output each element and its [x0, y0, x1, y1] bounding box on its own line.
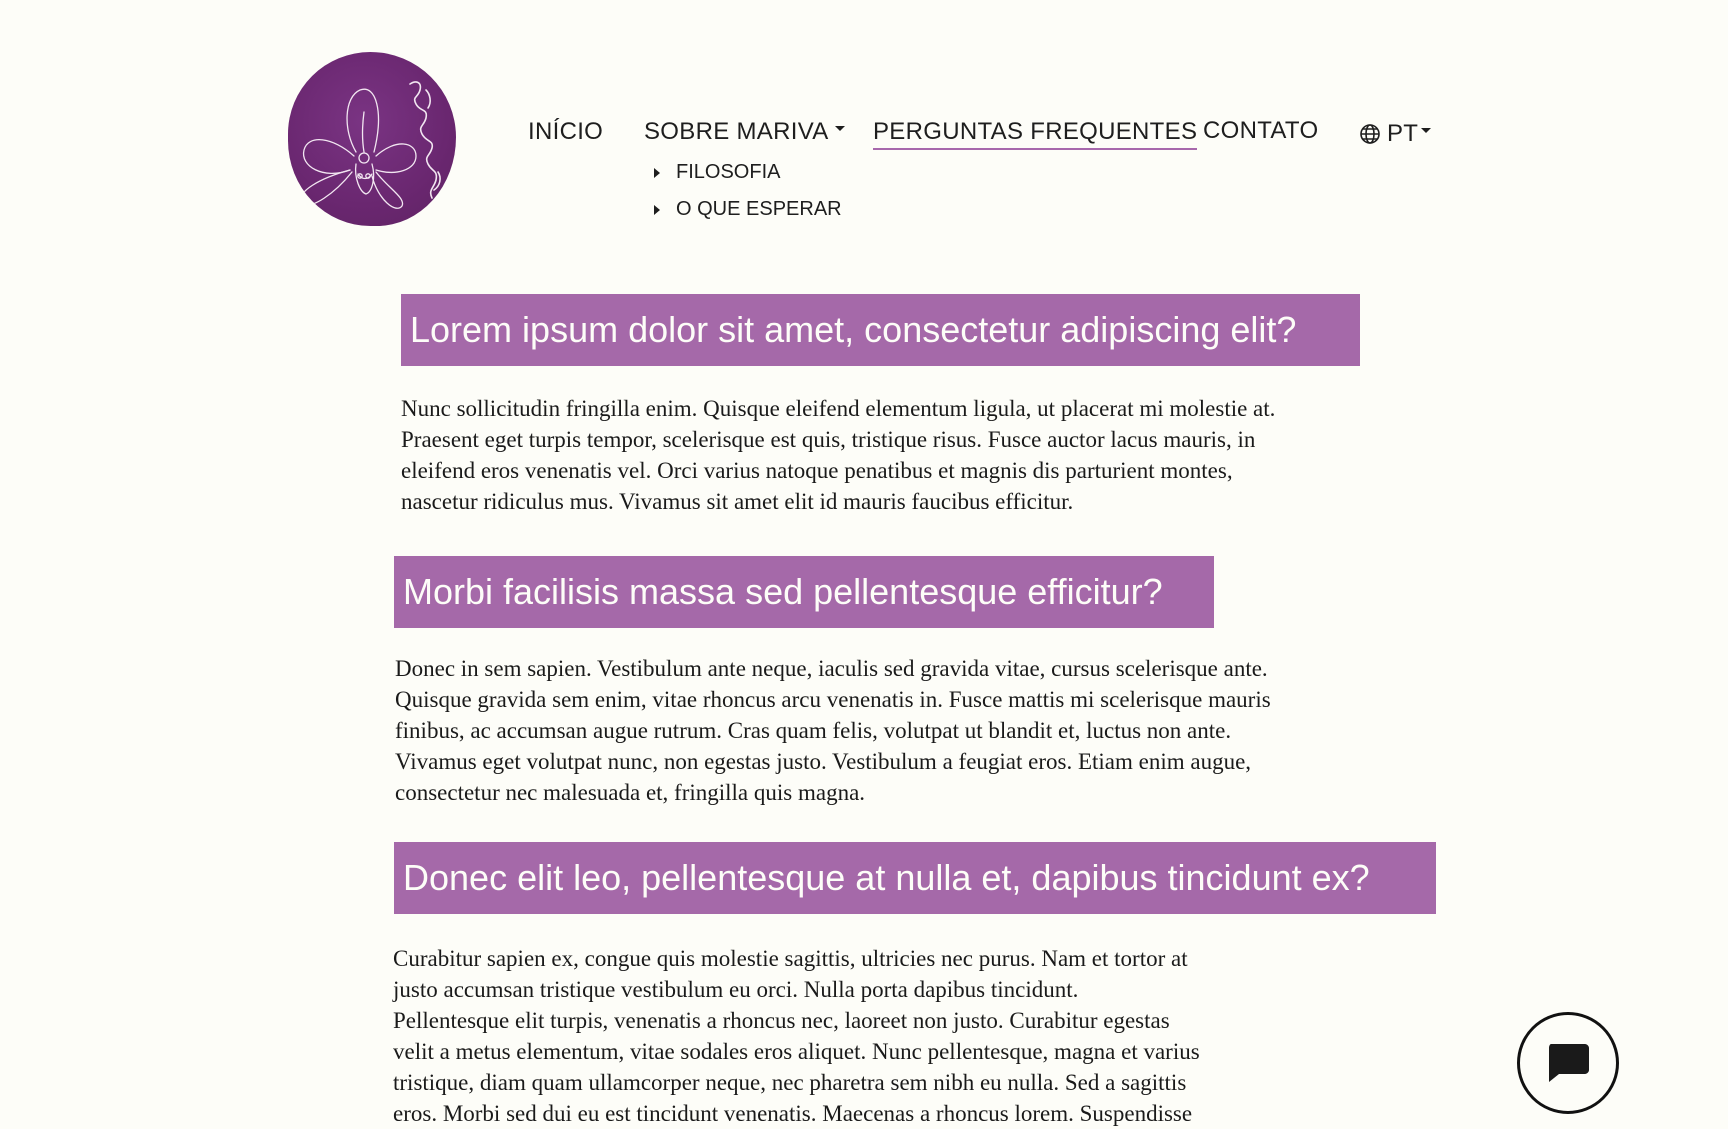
- faq-question-3: Donec elit leo, pellentesque at nulla et, dapibus tincidunt ex?: [394, 842, 1436, 914]
- answer-line: Nunc sollicitudin fringilla enim. Quisque eleifend elementum ligula, ut placerat mi molestie at.: [401, 396, 1276, 421]
- submenu-item-o-que-esperar[interactable]: [654, 198, 842, 221]
- submenu-item-label: FILOSOFIA: [676, 161, 781, 183]
- faq-answer-3: [393, 943, 1393, 1129]
- faq-answer-2: [395, 653, 1395, 808]
- caret-down-icon: [835, 126, 845, 131]
- answer-line: nascetur ridiculus mus. Vivamus sit amet elit id mauris faucibus efficitur.: [401, 489, 1074, 514]
- site-logo[interactable]: [288, 52, 456, 226]
- language-label: PT: [1387, 120, 1419, 147]
- language-selector[interactable]: [1359, 120, 1431, 148]
- chat-button[interactable]: [1517, 1012, 1619, 1114]
- answer-line: Donec in sem sapien. Vestibulum ante neque, iaculis sed gravida vitae, cursus scelerisque ante.: [395, 656, 1268, 681]
- nav-faq-active[interactable]: PERGUNTAS FREQUENTES: [873, 118, 1197, 150]
- answer-line: Praesent eget turpis tempor, scelerisque est quis, tristique risus. Fusce auctor lacus mauris, in: [401, 427, 1256, 452]
- globe-icon: [1359, 123, 1381, 145]
- answer-line: Pellentesque elit turpis, venenatis a rhoncus nec, laoreet non justo. Curabitur egestas: [393, 1008, 1170, 1033]
- orchid-icon: [288, 52, 456, 226]
- submenu-item-label: O QUE ESPERAR: [676, 198, 842, 220]
- submenu-item-filosofia[interactable]: [654, 161, 780, 184]
- answer-line: eros. Morbi sed dui eu est tincidunt venenatis. Maecenas a rhoncus lorem. Suspendisse: [393, 1101, 1193, 1126]
- faq-question-2: Morbi facilisis massa sed pellentesque efficitur?: [394, 556, 1214, 628]
- answer-line: finibus, ac accumsan augue rutrum. Cras quam felis, volutpat ut blandit et, luctus non ante.: [395, 718, 1232, 743]
- answer-line: Quisque gravida sem enim, vitae rhoncus arcu venenatis in. Fusce mattis mi scelerisque mauris: [395, 687, 1271, 712]
- answer-line: tristique, diam quam ullamcorper neque, nec pharetra sem nibh eu nulla. Sed a sagittis: [393, 1070, 1187, 1095]
- caret-down-icon: [1421, 128, 1431, 133]
- nav-about-label: SOBRE MARIVA: [644, 118, 829, 145]
- answer-line: eleifend eros venenatis vel. Orci varius natoque penatibus et magnis dis parturient montes,: [401, 458, 1233, 483]
- nav-contact[interactable]: CONTATO: [1203, 117, 1319, 144]
- faq-answer-1: [401, 393, 1401, 517]
- chat-bubble-icon: [1545, 1040, 1591, 1086]
- answer-line: consectetur nec malesuada et, fringilla quis magna.: [395, 780, 866, 805]
- answer-line: justo accumsan tristique vestibulum eu orci. Nulla porta dapibus tincidunt.: [393, 977, 1079, 1002]
- answer-line: Vivamus eget volutpat nunc, non egestas justo. Vestibulum a feugiat eros. Etiam enim augue,: [395, 749, 1252, 774]
- caret-right-icon: [654, 205, 660, 215]
- answer-line: velit a metus elementum, vitae sodales eros aliquet. Nunc pellentesque, magna et varius: [393, 1039, 1200, 1064]
- nav-home[interactable]: INÍCIO: [528, 118, 604, 145]
- answer-line: Curabitur sapien ex, congue quis molestie sagittis, ultricies nec purus. Nam et tortor at: [393, 946, 1188, 971]
- faq-question-1: Lorem ipsum dolor sit amet, consectetur adipiscing elit?: [401, 294, 1360, 366]
- caret-right-icon: [654, 168, 660, 178]
- nav-about-dropdown[interactable]: [644, 118, 845, 146]
